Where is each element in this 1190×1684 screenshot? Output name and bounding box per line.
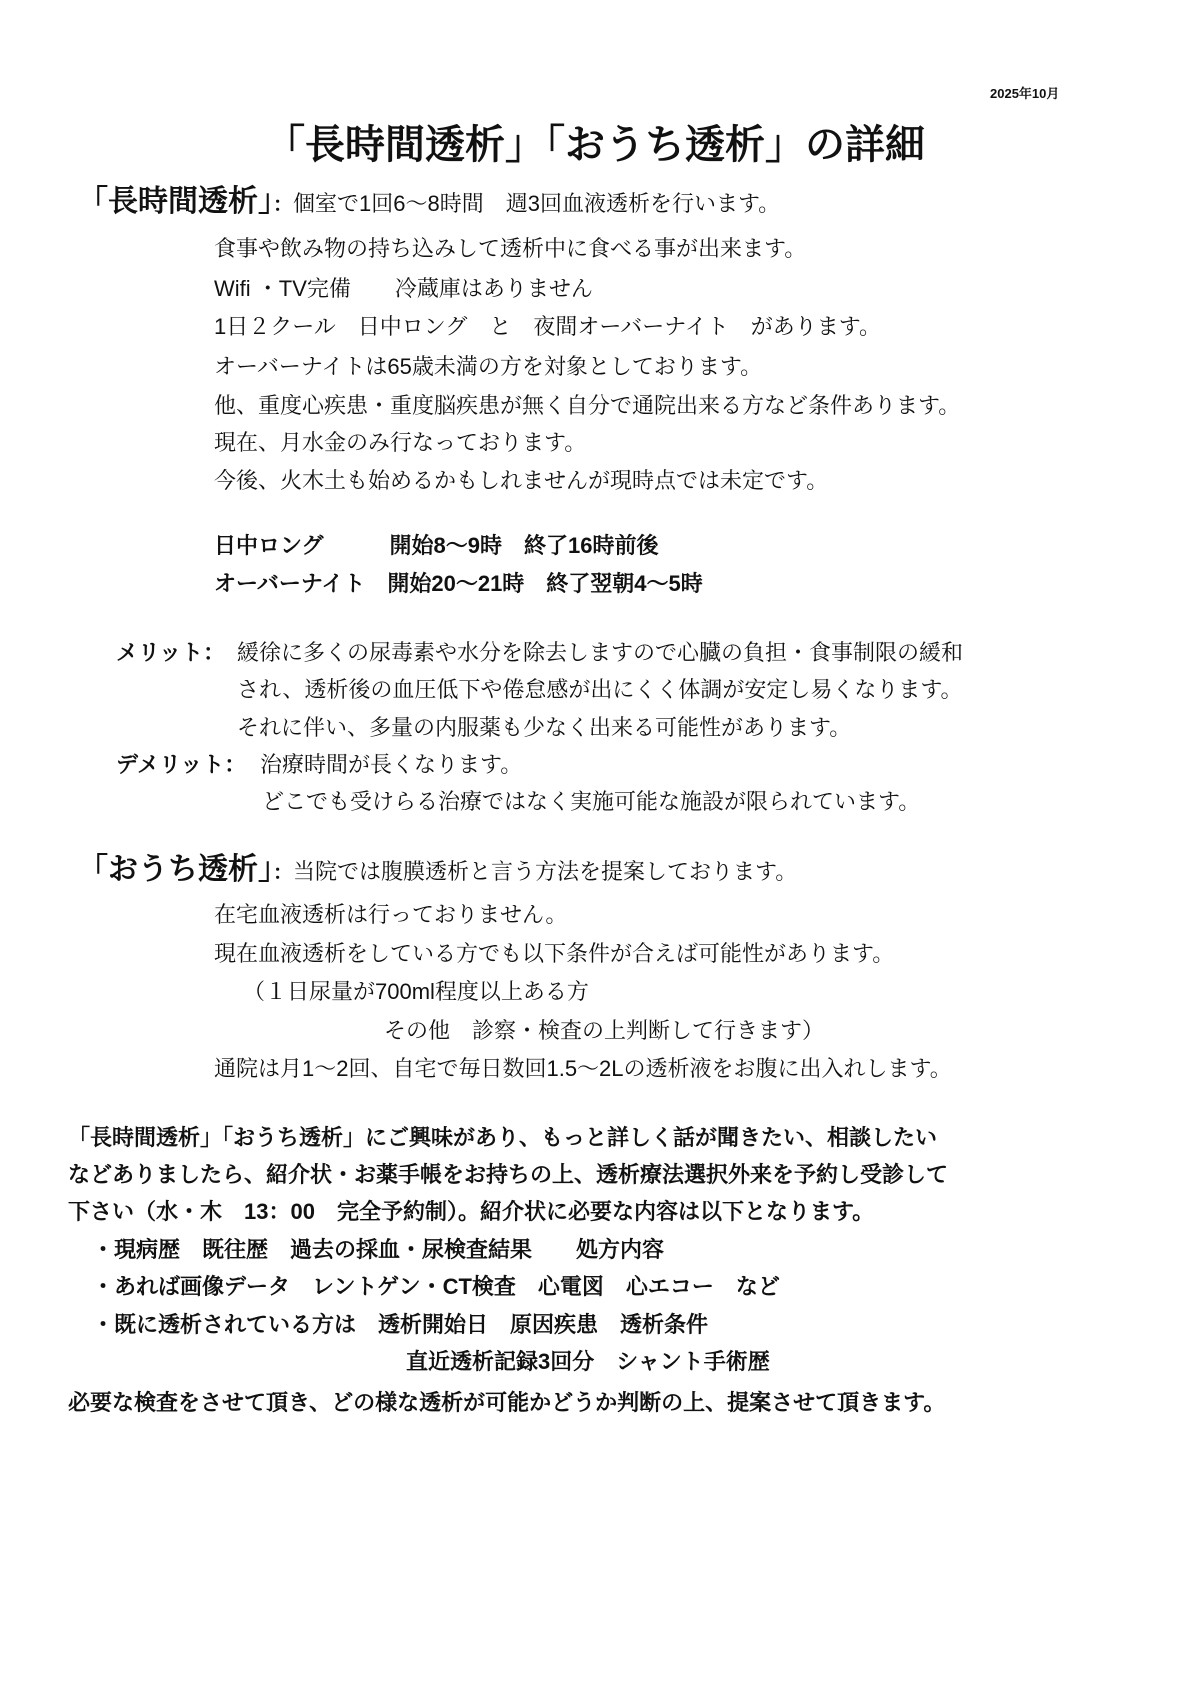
page-title: 「長時間透析」「おうち透析」の詳細 bbox=[265, 123, 925, 167]
schedule-day: 日中ロング 開始8～9時 終了16時前後 bbox=[214, 533, 659, 558]
requirement-item: 直近透析記録3回分 シャント手術歴 bbox=[406, 1349, 770, 1374]
closing-line: 必要な検査をさせて頂き、どの様な透析が可能かどうか判断の上、提案させて頂きます。 bbox=[68, 1390, 946, 1415]
home-heading-row bbox=[78, 853, 798, 887]
long-heading-row bbox=[78, 185, 781, 219]
section-summary: 個室で1回6～8時間 週3回血液透析を行います。 bbox=[293, 191, 781, 216]
heading-colon: ： bbox=[273, 862, 293, 884]
demerit-label: デメリット： bbox=[116, 752, 247, 777]
requirement-item: ・既に透析されている方は 透析開始日 原因疾患 透析条件 bbox=[92, 1312, 709, 1337]
body-line: 現在血液透析をしている方でも以下条件が合えば可能性があります。 bbox=[214, 941, 895, 966]
body-line: （１日尿量が700ml程度以上ある方 bbox=[243, 979, 589, 1004]
document-date: 2025年10月 bbox=[990, 86, 1060, 101]
section-summary: 当院では腹膜透析と言う方法を提案しております。 bbox=[293, 859, 798, 884]
requirement-item: ・あれば画像データ レントゲン・CT検査 心電図 心エコー など bbox=[92, 1274, 780, 1299]
footer-line: 「長時間透析」「おうち透析」にご興味があり、もっと詳しく話が聞きたい、相談したい bbox=[68, 1125, 938, 1150]
merit-line: それに伴い、多量の内服薬も少なく出来る可能性があります。 bbox=[237, 715, 852, 740]
body-line: 食事や飲み物の持ち込みして透析中に食べる事が出来ます。 bbox=[214, 236, 807, 261]
body-line: 通院は月1～2回、自宅で毎日数回1.5～2Lの透析液をお腹に出入れします。 bbox=[214, 1056, 952, 1081]
body-line: 今後、火木土も始めるかもしれませんが現時点では未定です。 bbox=[214, 468, 829, 493]
merit-line: 緩徐に多くの尿毒素や水分を除去しますので心臓の負担・食事制限の緩和 bbox=[237, 640, 964, 665]
heading-colon: ： bbox=[273, 194, 293, 216]
footer-line: などありましたら、紹介状・お薬手帳をお持ちの上、透析療法選択外来を予約し受診して bbox=[68, 1162, 949, 1187]
requirement-item: ・現病歴 既往歴 過去の採血・尿検査結果 処方内容 bbox=[92, 1237, 665, 1262]
body-line: 他、重度心疾患・重度脳疾患が無く自分で通院出来る方など条件あります。 bbox=[214, 393, 961, 418]
section-heading: 「おうち透析」 bbox=[78, 853, 273, 886]
demerit-line: 治療時間が長くなります。 bbox=[260, 752, 523, 777]
body-line: 1日２クール 日中ロング と 夜間オーバーナイト があります。 bbox=[214, 314, 881, 339]
section-heading: 「長時間透析」 bbox=[78, 185, 273, 218]
footer-line: 下さい（水・木 13：00 完全予約制）。紹介状に必要な内容は以下となります。 bbox=[68, 1199, 875, 1224]
body-line: 在宅血液透析は行っておりません。 bbox=[214, 902, 568, 927]
merit-line: され、透析後の血圧低下や倦怠感が出にくく体調が安定し易くなります。 bbox=[237, 677, 963, 702]
merit-label: メリット： bbox=[116, 640, 226, 665]
schedule-night: オーバーナイト 開始20～21時 終了翌朝4～5時 bbox=[214, 571, 703, 596]
body-line: オーバーナイトは65歳未満の方を対象としております。 bbox=[214, 354, 763, 379]
demerit-line: どこでも受けらる治療ではなく実施可能な施設が限られています。 bbox=[262, 789, 921, 814]
body-line: 現在、月水金のみ行なっております。 bbox=[214, 430, 587, 455]
body-line: Wifi ・TV完備 冷蔵庫はありません bbox=[214, 276, 593, 301]
body-line: その他 診察・検査の上判断して行きます） bbox=[384, 1018, 825, 1043]
